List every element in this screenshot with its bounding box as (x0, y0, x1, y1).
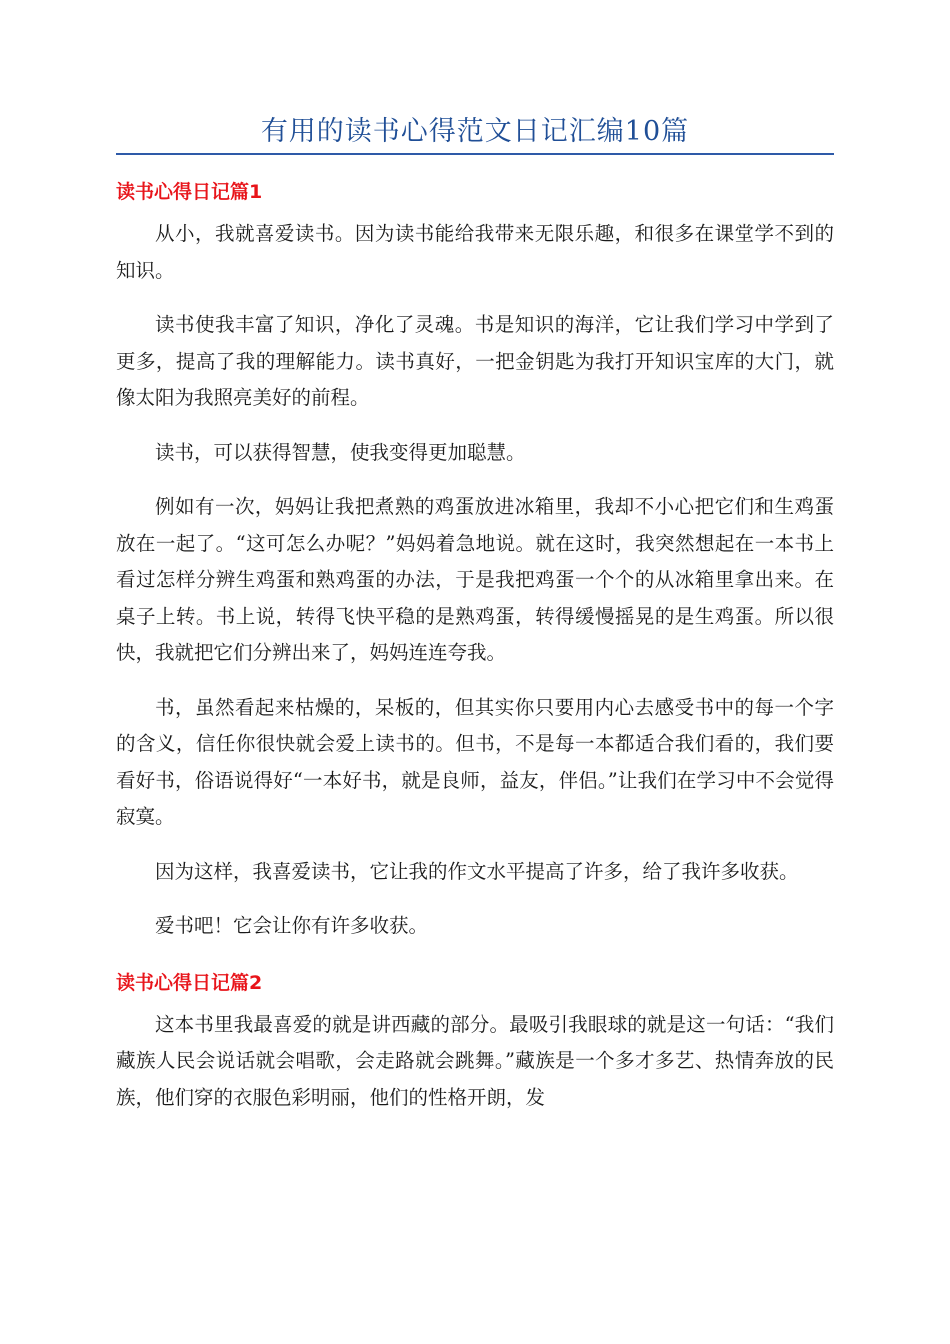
document-body (116, 172, 834, 1134)
document-page (116, 0, 834, 1344)
paragraph: 书，虽然看起来枯燥的，呆板的，但其实你只要用内心去感受书中的每一个字的含义，信任你很快就会爱上读书的。但书，不是每一本都适合我们看的，我们要看好书，俗语说得好“一本好书，就是良师，益友，伴侣。”让我们在学习中不会觉得寂寞。 (116, 695, 834, 828)
section-1 (116, 172, 834, 945)
section-heading: 读书心得日记篇2 (116, 971, 263, 994)
paragraph: 例如有一次，妈妈让我把煮熟的鸡蛋放进冰箱里，我却不小心把它们和生鸡蛋放在一起了。“这可怎么办呢？”妈妈着急地说。就在这时，我突然想起在一本书上看过怎样分辨生鸡蛋和熟鸡蛋的办法，于是我把鸡蛋一个个的从冰箱里拿出来。在桌子上转。书上说，转得飞快平稳的是熟鸡蛋，转得缓慢摇晃的是生鸡蛋。所以很快，我就把它们分辨出来了，妈妈连连夸我。 (116, 495, 834, 664)
section-heading: 读书心得日记篇1 (116, 181, 263, 203)
paragraph: 从小，我就喜爱读书。因为读书能给我带来无限乐趣，和很多在课堂学不到的知识。 (116, 222, 834, 282)
paragraph: 这本书里我最喜爱的就是讲西藏的部分。最吸引我眼球的就是这一句话：“我们藏族人民会说话就会唱歌，会走路就会跳舞。”藏族是一个多才多艺、热情奔放的民族，他们穿的衣服色彩明丽，他们的性格开朗，发 (116, 1012, 834, 1109)
document-title: 有用的读书心得范文日记汇编10篇 (260, 116, 690, 147)
paragraph: 读书，可以获得智慧，使我变得更加聪慧。 (155, 440, 526, 464)
title-underline (116, 153, 834, 155)
section-2 (116, 963, 834, 1117)
paragraph: 爱书吧！它会让你有许多收获。 (155, 914, 429, 937)
paragraph: 读书使我丰富了知识，净化了灵魂。书是知识的海洋，它让我们学习中学到了更多，提高了我的理解能力。读书真好，一把金钥匙为我打开知识宝库的大门，就像太阳为我照亮美好的前程。 (116, 313, 834, 409)
paragraph: 因为这样，我喜爱读书，它让我的作文水平提高了许多，给了我许多收获。 (155, 859, 799, 883)
